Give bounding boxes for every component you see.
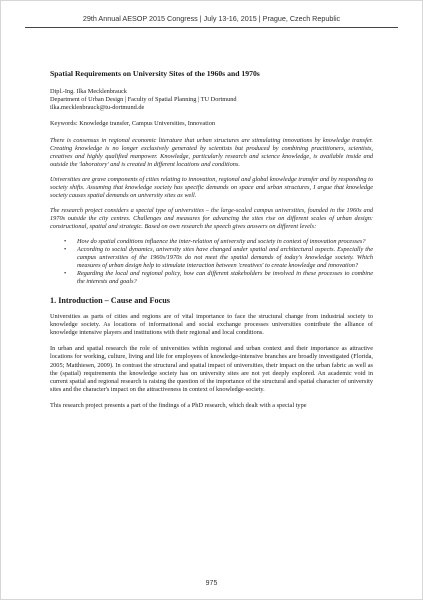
section-heading: 1. Introduction – Cause and Focus	[50, 296, 170, 306]
abstract-paragraph: Universities are grave components of cities relating to innovation, regional and global knowledge transfer and by responding to society shifts. Assuming that knowledge society has specific demands on space and urban structures, I argue that knowledge society causes spatial demands on university sites as well.	[50, 175, 373, 200]
header-rule	[25, 27, 398, 28]
bullet-icon: •	[64, 245, 67, 253]
body-paragraph: In urban and spatial research the role of universities within regional and urban context and their importance as attractive locations for working, culture, living and life for employees of knowledge-intensive branches are broadly investigated (Florida, 2005; Matthiesen, 2009). In contrast the structural and spatial impact of universities, their impact on the urban fabric as well as the (spatial) requirements the knowledge society has on university sites are not yet deeply explored. An academic void in current spatial and regional research is raising the question of the importance of the structural and spatial character of university sites and the character's impact on the attractiveness in context of knowledge-society.	[50, 345, 373, 393]
list-item	[64, 270, 373, 286]
author-block	[50, 88, 373, 113]
list-item-text: According to social dynamics, university sites have changed under spatial and architectural aspects. Especially the campus universities of the 1960s/1970s do not meet the spatial demands of today's knowledge society. Which measures of urban design help to stimulate interaction between 'creatives' to create knowledge and innovation?	[77, 245, 373, 269]
running-header: 29th Annual AESOP 2015 Congress | July 13-16, 2015 | Prague, Czech Republic	[82, 14, 341, 23]
body-paragraph: This research project presents a part of the findings of a PhD research, which dealt with a special type	[50, 401, 307, 409]
author-department: Department of Urban Design | Faculty of Spatial Planning | TU Dortmund	[50, 96, 237, 104]
list-item-text: Regarding the local and regional policy, how can different stakeholders be involved in these processes to combine the interests and goals?	[77, 269, 373, 286]
research-questions-list	[64, 238, 373, 287]
bullet-icon: •	[64, 269, 67, 277]
page-number: 975	[205, 580, 218, 587]
body-paragraph: Universities as parts of cities and regions are of vital importance to face the structural change from industrial society to knowledge society. As locations of informational and social exchange processes universities contribute the alliance of knowledge intensive players and institutions with their regional and local conditions.	[50, 313, 373, 337]
list-item-text: How do spatial conditions influence the inter-relation of university and society in context of innovation processes?	[77, 237, 366, 245]
abstract-paragraph: There is consensus in regional economic literature that urban structures are stimulating innovations by knowledge transfer. Creating knowledge is no longer exclusively generated by scientists but produced by combining practitioners, scientists, creatives and highly qualified manpower. Knowledge, particularly research and science knowledge, is available inside and outside the 'laboratory' and is created in different locations and conditions.	[50, 136, 373, 168]
bullet-icon: •	[64, 237, 67, 245]
page-content	[50, 69, 373, 410]
author-name: Dipl.-Ing. Ilka Mecklenbrauck	[50, 88, 127, 95]
list-item	[64, 246, 373, 270]
abstract	[50, 137, 373, 287]
abstract-paragraph: The research project considers a special type of universities – the large-scaled campus universities, founded in the 1960s and 1970s outside the city centres. Challenges and measures for advancing the sites rise on different scales of urban design: constructional, spatial and strategic. Based on own research the speech gives answers on different levels:	[50, 207, 373, 231]
paper-title: Spatial Requirements on University Sites of the 1960s and 1970s	[50, 69, 260, 78]
author-email: ilka.mecklenbrauck@tu-dortmund.de	[50, 104, 145, 112]
list-item	[64, 238, 373, 246]
section-body	[50, 313, 373, 410]
keywords: Keywords: Knowledge transfer, Campus Universities, Innovation	[50, 119, 216, 127]
